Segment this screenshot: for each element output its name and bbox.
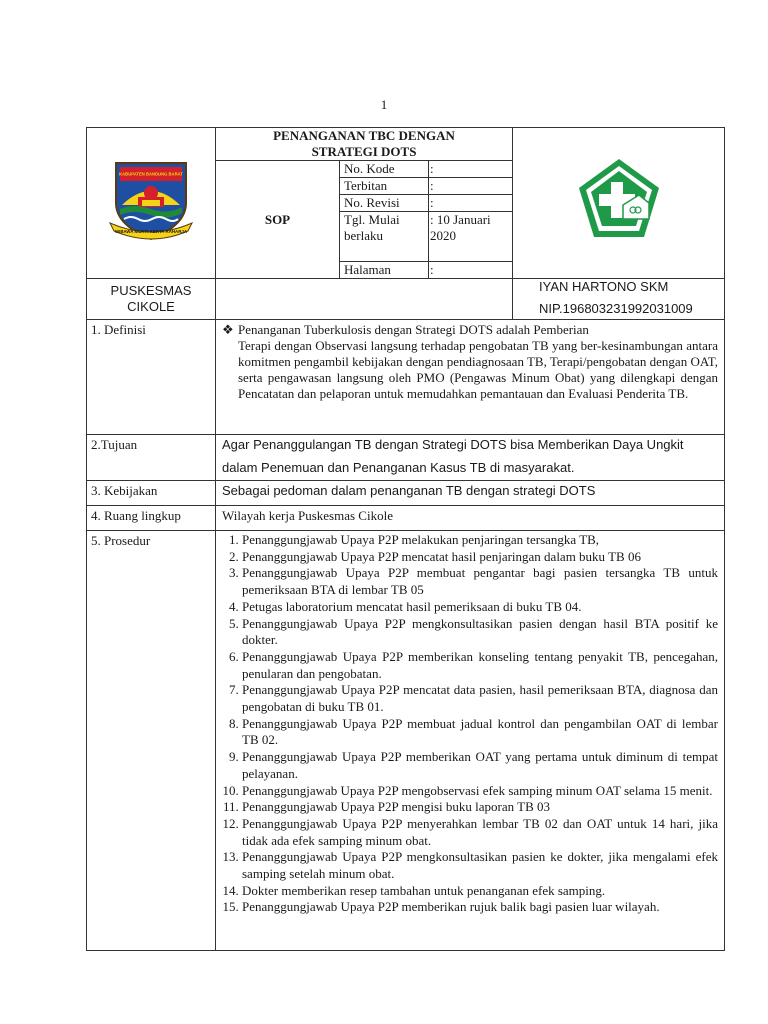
signer-name: IYAN HARTONO SKM: [539, 279, 669, 294]
prosedur-label: 5. Prosedur: [87, 531, 216, 951]
puskesmas-logo-cell: [513, 128, 725, 279]
meta-value-halaman: :: [429, 262, 513, 279]
definisi-body: Terapi dengan Observasi langsung terhadap pengobatan TB yang ber-kesinambungan antara komitmen pengambil kebijakan dengan pendiagnosaan TB, Terapi/pengobatan dengan OAT, serta pengawasan langsung oleh PMO (Pengawas Minum Obat) yang dilengkapi dengan Pencatatan dan pelaporan untuk memudahkan pemantauan dan Evaluasi Penderita TB.: [238, 338, 719, 401]
prosedur-step: 15. Penanggungjawab Upaya P2P memberikan rujuk balik bagi pasien luar wilayah.: [242, 899, 718, 916]
kebijakan-text: Sebagai pedoman dalam penanganan TB dengan strategi DOTS: [216, 481, 725, 506]
sop-label: SOP: [216, 161, 340, 279]
definisi-first-line: Penanganan Tuberkulosis dengan Strategi DOTS adalah Pemberian: [238, 322, 589, 337]
title-line-2: STRATEGI DOTS: [311, 144, 417, 159]
prosedur-list: [218, 532, 718, 916]
prosedur-step: 11. Penanggungjawab Upaya P2P mengisi buku laporan TB 03: [242, 799, 718, 816]
kebijakan-label: 3. Kebijakan: [87, 481, 216, 506]
document-title: [216, 128, 513, 161]
meta-label-terbitan: Terbitan: [340, 178, 429, 195]
puskesmas-line-1: PUSKESMAS: [110, 283, 192, 298]
prosedur-step: 2. Penanggungjawab Upaya P2P mencatat hasil penjaringan dalam buku TB 06: [242, 549, 718, 566]
tujuan-content: [216, 435, 725, 481]
meta-value-kode: :: [429, 161, 513, 178]
regency-logo-cell: [87, 128, 216, 279]
meta-value-revisi: :: [429, 195, 513, 212]
prosedur-step: 9. Penanggungjawab Upaya P2P memberikan OAT yang pertama untuk diminum di tempat pelayanan.: [242, 749, 718, 782]
diamond-bullet-icon: ❖: [222, 322, 234, 337]
page-number: 1: [380, 97, 388, 112]
prosedur-step: 3. Penanggungjawab Upaya P2P membuat pengantar bagi pasien tersangka TB untuk pemeriksaan BTA di lembar TB 05: [242, 565, 718, 598]
signer-block: [513, 279, 725, 320]
definisi-content: [216, 320, 725, 435]
puskesmas-line-2: CIKOLE: [127, 299, 175, 314]
ruang-lingkup-label: 4. Ruang lingkup: [87, 506, 216, 531]
meta-label-kode: No. Kode: [340, 161, 429, 178]
prosedur-content: [216, 531, 725, 951]
meta-label-halaman: Halaman: [340, 262, 429, 279]
meta-label-revisi: No. Revisi: [340, 195, 429, 212]
kabupaten-bandung-barat-crest-icon: [108, 159, 194, 243]
empty-header-cell: [216, 279, 513, 320]
prosedur-step: 14. Dokter memberikan resep tambahan untuk penanganan efek samping.: [242, 883, 718, 900]
prosedur-step: 10. Penanggungjawab Upaya P2P mengobservasi efek samping minum OAT selama 15 menit.: [242, 783, 718, 800]
prosedur-step: 13. Penanggungjawab Upaya P2P mengkonsultasikan pasien ke dokter, jika mengalami efek samping setelah minum obat.: [242, 849, 718, 882]
signer-nip: NIP.196803231992031009: [539, 301, 693, 316]
tujuan-line-2: dalam Penemuan dan Penanganan Kasus TB di masyarakat.: [222, 460, 575, 475]
puskesmas-logo-icon: [573, 155, 665, 247]
meta-value-terbitan: :: [429, 178, 513, 195]
prosedur-step: 8. Penanggungjawab Upaya P2P membuat jadual kontrol dan pengambilan OAT di lembar TB 02.: [242, 716, 718, 749]
prosedur-step: 12. Penanggungjawab Upaya P2P menyerahkan lembar TB 02 dan OAT untuk 14 hari, jika tidak ada efek samping minum obat.: [242, 816, 718, 849]
puskesmas-name: [87, 279, 216, 320]
prosedur-step: 7. Penanggungjawab Upaya P2P mencatat data pasien, hasil pemeriksaan BTA, diagnosa dan pengobatan di buku TB 01.: [242, 682, 718, 715]
meta-label-tgl-mulai: Tgl. Mulai berlaku: [340, 212, 429, 262]
tujuan-line-1: Agar Penanggulangan TB dengan Strategi DOTS bisa Memberikan Daya Ungkit: [222, 437, 684, 452]
title-line-1: PENANGANAN TBC DENGAN: [273, 128, 455, 143]
meta-value-tgl-mulai: : 10 Januari 2020: [429, 212, 513, 262]
prosedur-step: 4. Petugas laboratorium mencatat hasil pemeriksaan di buku TB 04.: [242, 599, 718, 616]
prosedur-step: 5. Penanggungjawab Upaya P2P mengkonsultasikan pasien dengan hasil BTA positif ke dokter.: [242, 616, 718, 649]
tujuan-label: 2.Tujuan: [87, 435, 216, 481]
crest-top-text: KABUPATEN BANDUNG BARAT: [119, 171, 183, 177]
ruang-lingkup-text: Wilayah kerja Puskesmas Cikole: [216, 506, 725, 531]
sop-table: [86, 127, 725, 951]
prosedur-step: 6. Penanggungjawab Upaya P2P memberikan konseling tentang penyakit TB, pencegahan, penularan dan pengobatan.: [242, 649, 718, 682]
prosedur-step: 1. Penanggungjawab Upaya P2P melakukan penjaringan tersangka TB,: [242, 532, 718, 549]
definisi-label: 1. Definisi: [87, 320, 216, 435]
crest-motto: WIBAWA MUKTI KERTA RAHARJA: [114, 229, 188, 234]
